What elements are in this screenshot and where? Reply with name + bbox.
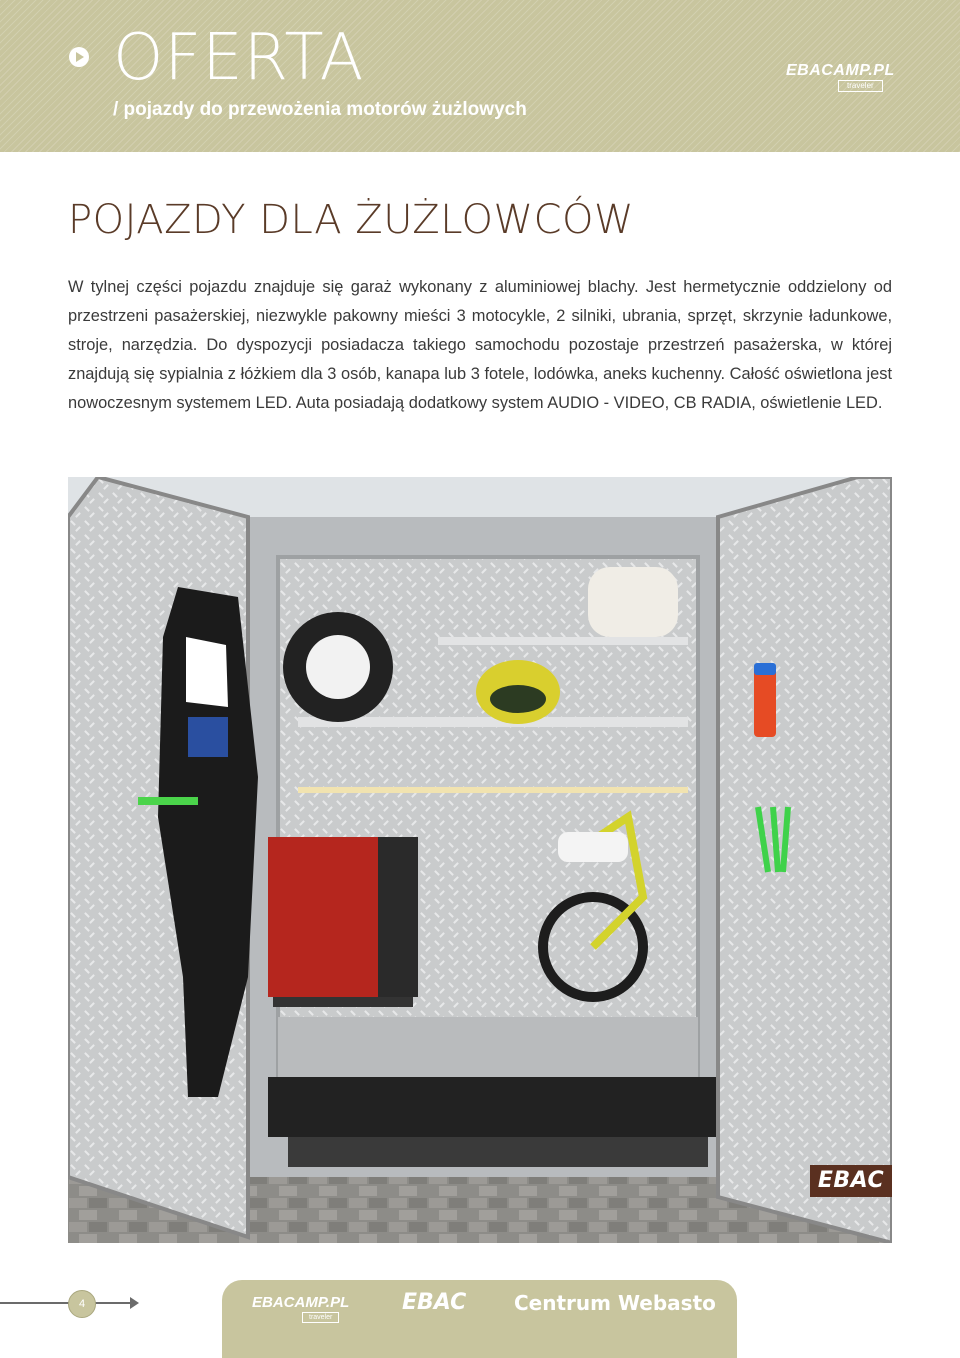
footer-centrum-webasto-logo: Centrum Webasto	[514, 1291, 716, 1315]
footer-ebac-logo: EBAC	[402, 1290, 467, 1315]
play-arrow-icon	[68, 46, 90, 68]
ebacamp-logo	[786, 62, 895, 92]
van-illustration	[68, 477, 892, 1243]
body-paragraph: W tylnej części pojazdu znajduje się garaż wykonany z aluminiowej blachy. Jest hermetycznie oddzielony od przestrzeni pasażerskiej, niezwykle pakowny mieści 3 motocykle, 2 silniki, ubrania, sprzęt, skrzynie ładunkowe, stroje, narzędzia. Do dyspozycji posiadacza takiego samochodu pozostaje przestrzeń pasażerska, w której znajdują się sypialnia z łóżkiem dla 3 osób, kanapa lub 3 fotele, lodówka, aneks kuchenny. Całość oświetlona jest nowoczesnym systemem LED. Auta posiadają dodatkowy system AUDIO - VIDEO, CB RADIA, oświetlenie LED.	[68, 278, 892, 412]
header-subtitle: / pojazdy do przewożenia motorów żużlowych	[113, 99, 527, 120]
footer-arrow-icon	[130, 1297, 139, 1309]
ebacamp-logo-text: EBACAMP.PL	[786, 62, 895, 79]
footer-ebacamp-logo: EBACAMP.PL	[252, 1294, 350, 1311]
ebacamp-logo-sub: traveler	[838, 80, 883, 92]
ebac-watermark-logo: EBAC	[810, 1165, 892, 1197]
page-number: 4	[68, 1290, 96, 1318]
footer-ebacamp-sub: traveler	[302, 1312, 339, 1323]
section-title: POJAZDY DLA ŻUŻLOWCÓW	[68, 197, 635, 243]
van-garage-photo	[68, 477, 892, 1243]
header-title: OFERTA	[113, 21, 365, 95]
header-band	[0, 0, 960, 152]
footer-logo-bar	[222, 1280, 737, 1358]
